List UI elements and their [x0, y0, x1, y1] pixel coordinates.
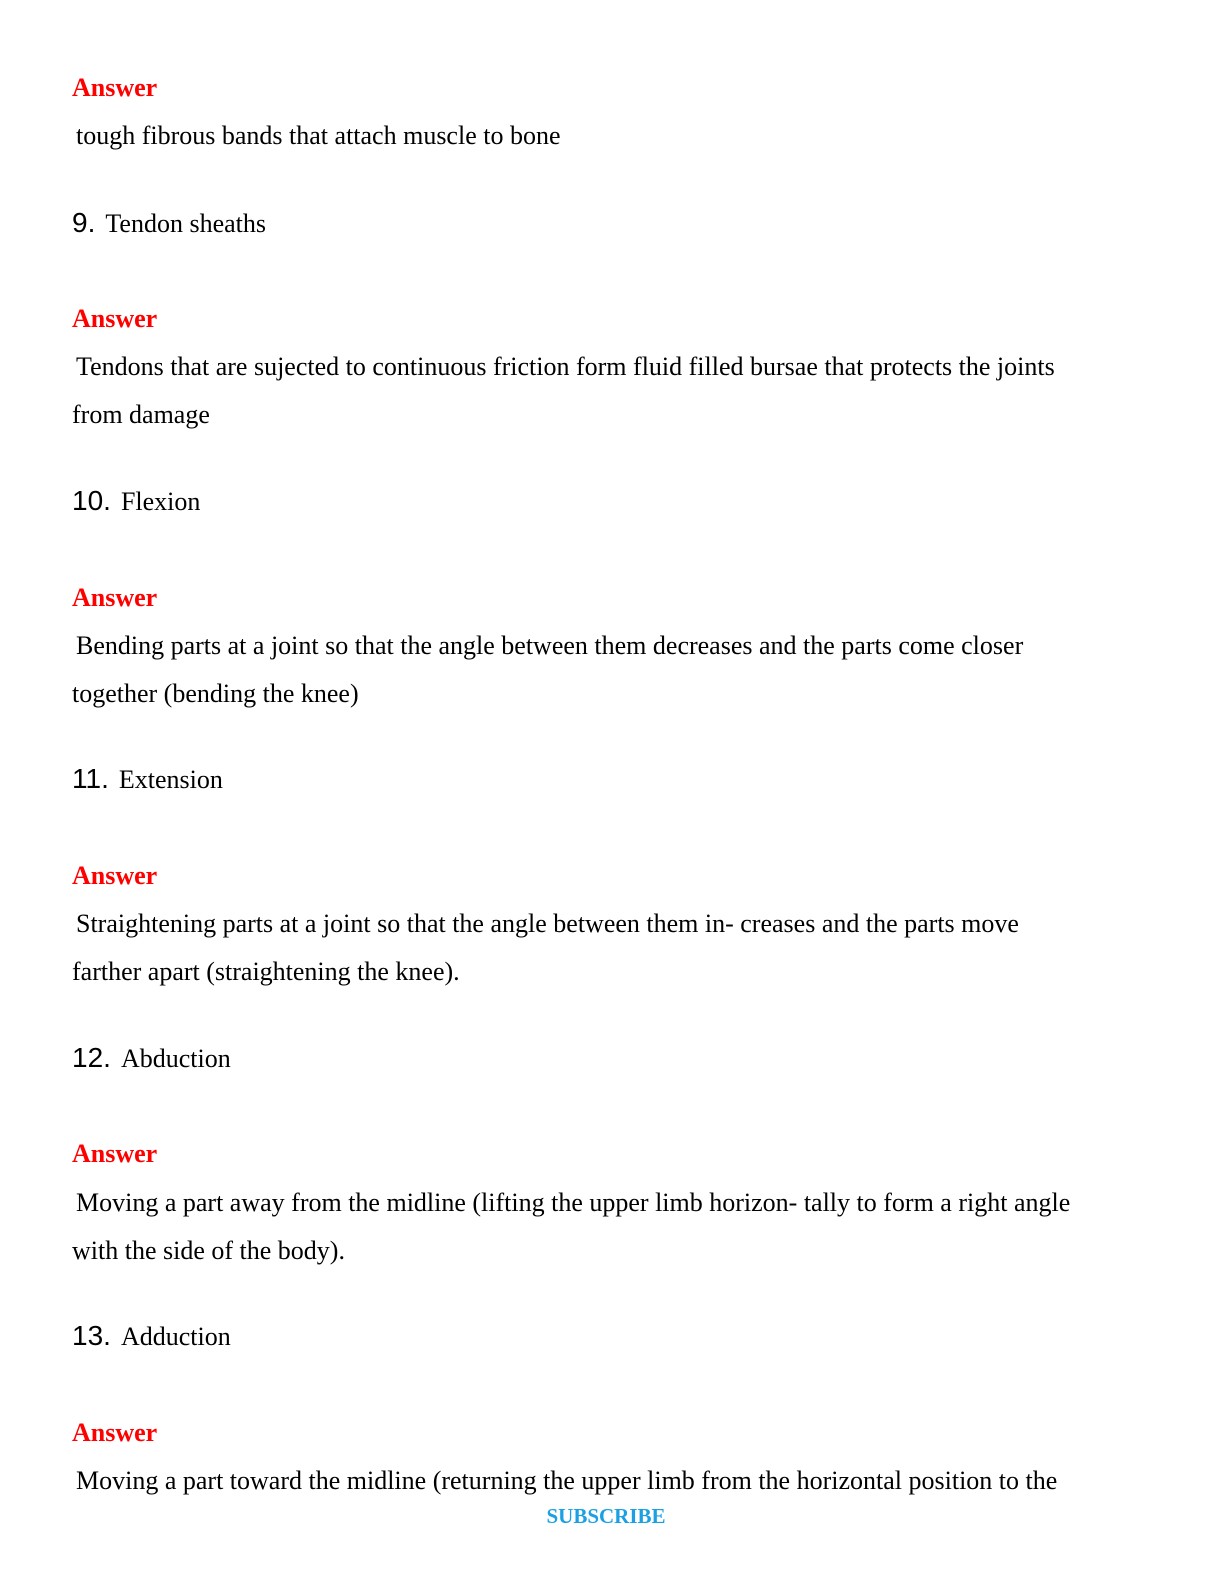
question-item-13	[72, 1319, 1152, 1354]
answer-label: Answer	[72, 861, 158, 890]
answer-label: Answer	[72, 1139, 158, 1168]
answer-line: tough fibrous bands that attach muscle to bone	[76, 121, 561, 150]
question-item-10	[72, 484, 1152, 519]
answer-label: Answer	[72, 583, 158, 612]
question-number: 9.	[72, 207, 96, 238]
question-term: Tendon sheaths	[105, 209, 267, 238]
answer-label: Answer	[72, 1418, 158, 1447]
answer-line: Moving a part toward the midline (returning the upper limb from the horizontal position to the	[76, 1466, 1058, 1495]
answer-line: Tendons that are sujected to continuous friction form fluid filled bursae that protects the joints	[76, 352, 1055, 381]
answer-line: Bending parts at a joint so that the angle between them decreases and the parts come closer	[76, 631, 1024, 660]
question-item-12	[72, 1041, 1152, 1076]
answer-text	[72, 1457, 1156, 1505]
question-number: 12.	[72, 1042, 111, 1073]
question-term: Extension	[118, 765, 223, 794]
answer-line: farther apart (straightening the knee).	[72, 957, 460, 986]
answer-label: Answer	[72, 73, 158, 102]
question-item-9	[72, 206, 1152, 241]
subscribe-link[interactable]: SUBSCRIBE	[546, 1504, 666, 1528]
answer-text	[72, 622, 1156, 718]
question-term: Flexion	[120, 487, 201, 516]
question-term: Adduction	[120, 1322, 231, 1351]
answer-label: Answer	[72, 304, 158, 333]
answer-text	[72, 1179, 1156, 1275]
answer-line: Moving a part away from the midline (lifting the upper limb horizon- tally to form a right angle	[76, 1188, 1071, 1217]
answer-line: from damage	[72, 400, 210, 429]
question-number: 10.	[72, 485, 111, 516]
question-item-11	[72, 762, 1152, 797]
answer-line: together (bending the knee)	[72, 679, 359, 708]
answer-line: Straightening parts at a joint so that the angle between them in- creases and the parts move	[76, 909, 1019, 938]
answer-text	[72, 343, 1156, 439]
answer-line: with the side of the body).	[72, 1236, 345, 1265]
question-term: Abduction	[120, 1044, 231, 1073]
answer-text	[72, 900, 1156, 996]
answer-text	[72, 112, 1156, 160]
question-number: 11.	[72, 763, 109, 794]
question-number: 13.	[72, 1320, 111, 1351]
